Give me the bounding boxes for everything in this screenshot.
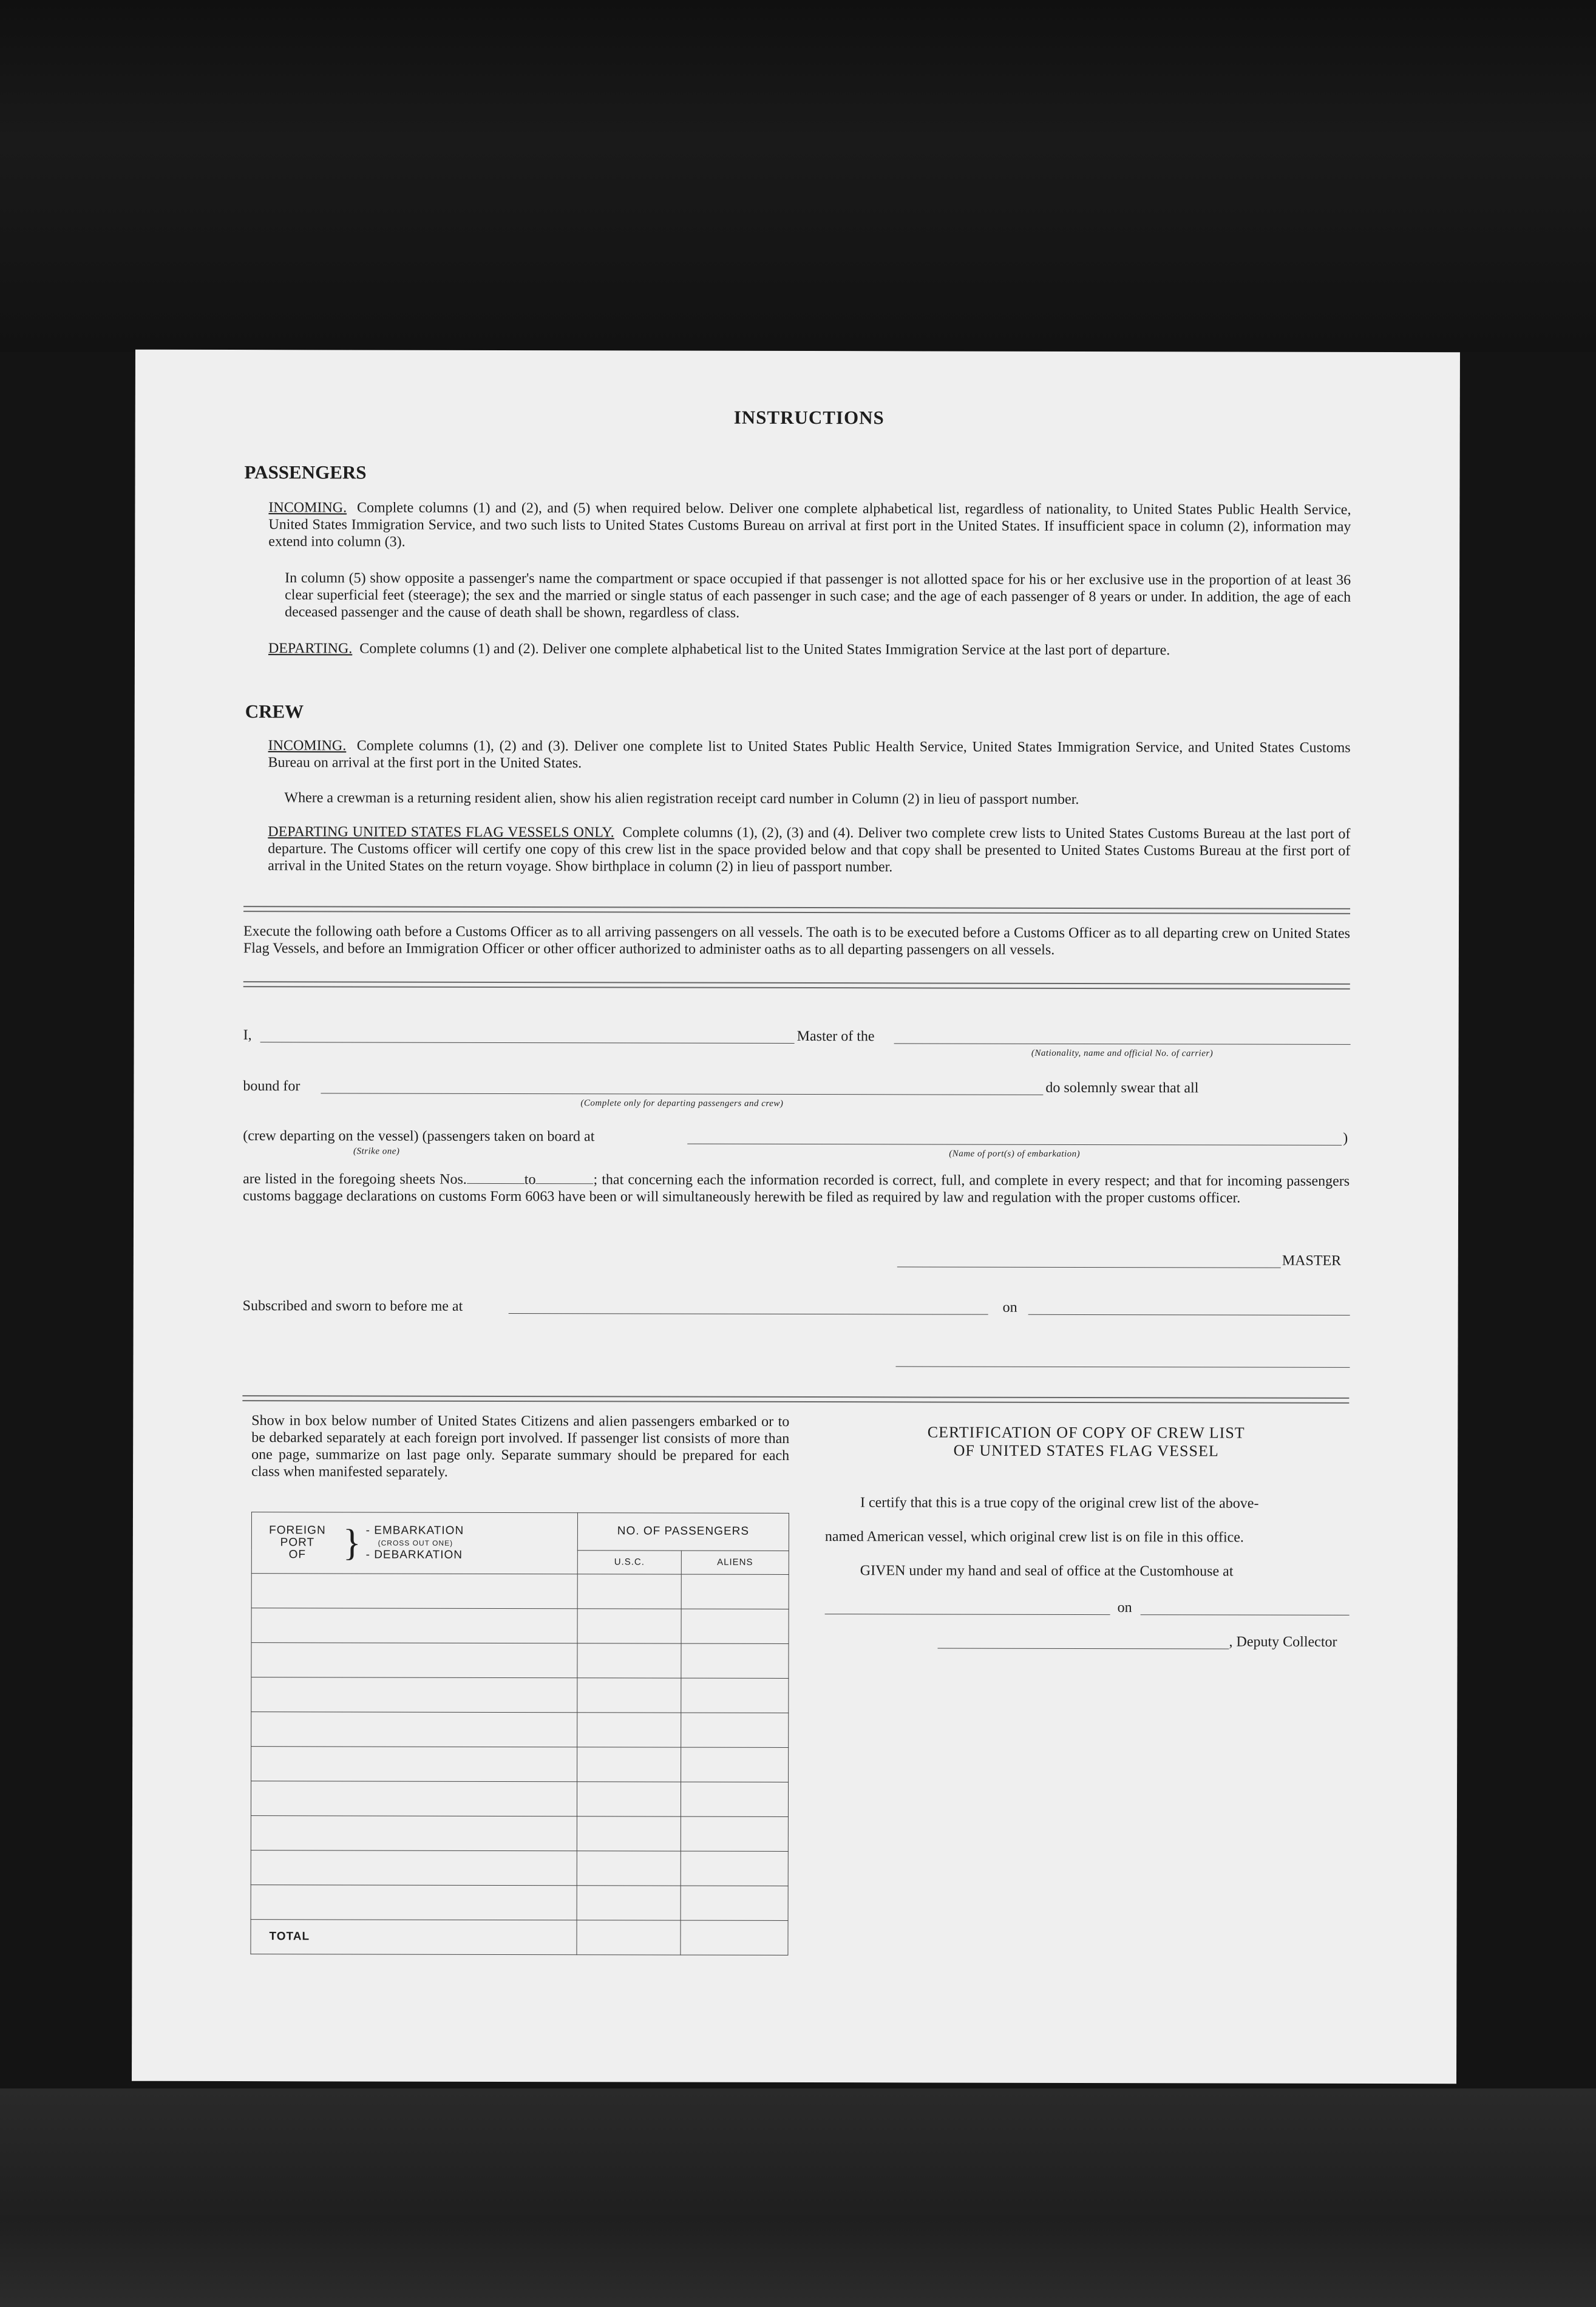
divider-double [242,1395,1349,1404]
crew-resident-paragraph: Where a crewman is a returning resident alien, show his alien registration receipt card number in Column (2) in lieu of passport number. [284,790,1079,807]
total-label: TOTAL [251,1920,577,1955]
passengers-incoming-text: Complete columns (1) and (2), and (5) when required below. Deliver one complete alphabetical list, regardless of nationality, to United States Public Health Service, United States Immigration Service, and two such lists to United States Customs Bureau on arrival at first port in the United States. If insufficient space in column (2), information may extend into column (3). [268,500,1351,550]
strike-caption: (Strike one) [353,1146,400,1157]
subscribed-on-label: on [1002,1299,1017,1316]
usc-header: U.S.C. [577,1550,681,1574]
master-of-label: Master of the [796,1028,875,1045]
passengers-incoming-paragraph [268,499,1351,552]
certification-line2: named American vessel, which original crew list is on file in this office. [824,1529,1244,1546]
table-row [251,1643,789,1679]
bound-caption: (Complete only for departing passengers and crew) [580,1098,784,1109]
port-line[interactable] [687,1144,1342,1146]
certification-title-line1: CERTIFICATION OF COPY OF CREW LIST [927,1423,1245,1442]
certification-line1: I certify that this is a true copy of the original crew list of the above- [860,1495,1259,1512]
customhouse-line[interactable] [825,1614,1110,1615]
passengers-heading: PASSENGERS [244,461,367,483]
scan-background-bottom [0,2088,1596,2307]
oath-instruction: Execute the following oath before a Customs Officer as to all arriving passengers on all vessels. The oath is to be executed before a Customs Officer as to all departing crew on United States Flag Vessels, and before an Immigration Officer or other officer authorized to administer oaths as to all departing passengers on all vessels. [243,923,1351,958]
scan-background-top [0,0,1596,352]
passengers-departing-label: DEPARTING. [268,640,353,657]
crew-departing-text: Complete columns (1), (2), (3) and (4). Deliver two complete crew lists to United States Customs Bureau at the last port of departure. The Customs officer will certify one copy of this crew list in the space provided below and that copy shall be presented to United States Customs Bureau at the first port of arrival in the United States on the return voyage. Show birthplace in column (2) in lieu of passport number. [268,824,1351,875]
passengers-column5-paragraph: In column (5) show opposite a passenger's name the compartment or space occupied if that passenger is not allotted space for his or her exclusive use in the proportion of at least 36 clear superficial feet (steerage); the sex and the married or single status of each passenger in such case; and the age of each passenger of 8 years or under. In addition, the age of each deceased passenger and the cause of death shall be shown, regardless of class. [285,570,1351,621]
aliens-header: ALIENS [681,1551,789,1575]
crew-departing-label: DEPARTING UNITED STATES FLAG VESSELS ONLY. [268,824,614,841]
table-row [251,1747,789,1782]
subscribed-place-line[interactable] [509,1313,988,1315]
summary-instructions: Show in box below number of United States Citizens and alien passengers embarked or to be debarked separately at each foreign port involved. If passenger list consists of more than one page, summarize on last page only. Separate summary should be prepared for each class when manifested separately. [251,1413,790,1480]
listed-text-a: are listed in the foregoing sheets Nos. [243,1171,467,1187]
subscribed-label: Subscribed and sworn to before me at [242,1298,463,1314]
table-row [251,1574,789,1609]
passengers-incoming-label: INCOMING. [268,500,347,516]
passenger-summary-table [250,1512,789,1955]
crew-incoming-text: Complete columns (1), (2) and (3). Deliver one complete list to United States Public Health Service, United States Immigration Service, and United States Customs Bureau on arrival at the first port in the United States. [268,738,1351,772]
divider-double [243,981,1350,990]
certification-date-line[interactable] [1141,1614,1350,1616]
master-name-line[interactable] [260,1042,795,1044]
page-title: INSTRUCTIONS [733,406,885,429]
crew-departing-paragraph [268,823,1350,877]
no-passengers-header: NO. OF PASSENGERS [577,1513,789,1551]
carrier-line[interactable] [894,1043,1351,1045]
certification-title [819,1423,1353,1461]
passengers-departing-text: Complete columns (1) and (2). Deliver one complete alphabetical list to the United States Immigration Service at the last port of departure. [359,640,1170,659]
passengers-departing-paragraph [268,640,1351,659]
port-caption: (Name of port(s) of embarkation) [949,1149,1081,1159]
table-row [251,1885,788,1921]
sheet-to-line[interactable] [535,1172,593,1184]
subscribed-date-line[interactable] [1028,1314,1350,1316]
master-signature-line[interactable] [897,1266,1281,1268]
listed-to: to [524,1172,536,1188]
certification-title-line2: OF UNITED STATES FLAG VESSEL [953,1441,1219,1460]
port-header-cell [251,1512,577,1574]
table-row [251,1712,789,1748]
table-row [251,1781,788,1817]
nationality-caption: (Nationality, name and official No. of carrier) [1031,1048,1214,1059]
foreign-port-label: FOREIGN PORT OF [269,1524,326,1561]
officer-signature-line[interactable] [895,1366,1350,1368]
listed-paragraph [243,1170,1350,1207]
document-page [132,350,1460,2084]
bound-for-line[interactable] [321,1093,1043,1095]
table-row [251,1850,788,1886]
brace-icon: } [342,1522,361,1564]
total-row [251,1920,788,1955]
close-paren: ) [1343,1130,1348,1146]
crew-passengers-text: (crew departing on the vessel) (passengers taken on board at [243,1128,595,1145]
swear-text: do solemnly swear that all [1045,1079,1199,1096]
certification-line3: GIVEN under my hand and seal of office at the Customhouse at [860,1563,1234,1580]
embark-debark-label: - EMBARKATION (CROSS OUT ONE) - DEBARKATION [365,1524,464,1561]
master-label: MASTER [1282,1252,1342,1269]
crew-incoming-label: INCOMING. [268,738,347,754]
sheet-from-line[interactable] [467,1172,525,1184]
bound-for-label: bound for [243,1078,301,1095]
table-row [251,1677,789,1713]
crew-incoming-paragraph [268,737,1351,773]
table-row [251,1816,788,1852]
oath-i-label: I, [243,1027,252,1044]
listed-text-b: ; that concerning each the information recorded is correct, full, and complete in every respect; and that for incoming passengers customs baggage declarations on customs Form 6063 have been or will simultaneously herewith be filed as required by law and regulation with the proper customs officer. [243,1172,1350,1206]
divider-double [243,906,1350,914]
table-row [251,1608,789,1644]
deputy-signature-line[interactable] [938,1648,1229,1649]
certification-on-label: on [1117,1600,1132,1616]
crew-heading: CREW [245,701,304,722]
deputy-collector-label: , Deputy Collector [1229,1634,1337,1650]
